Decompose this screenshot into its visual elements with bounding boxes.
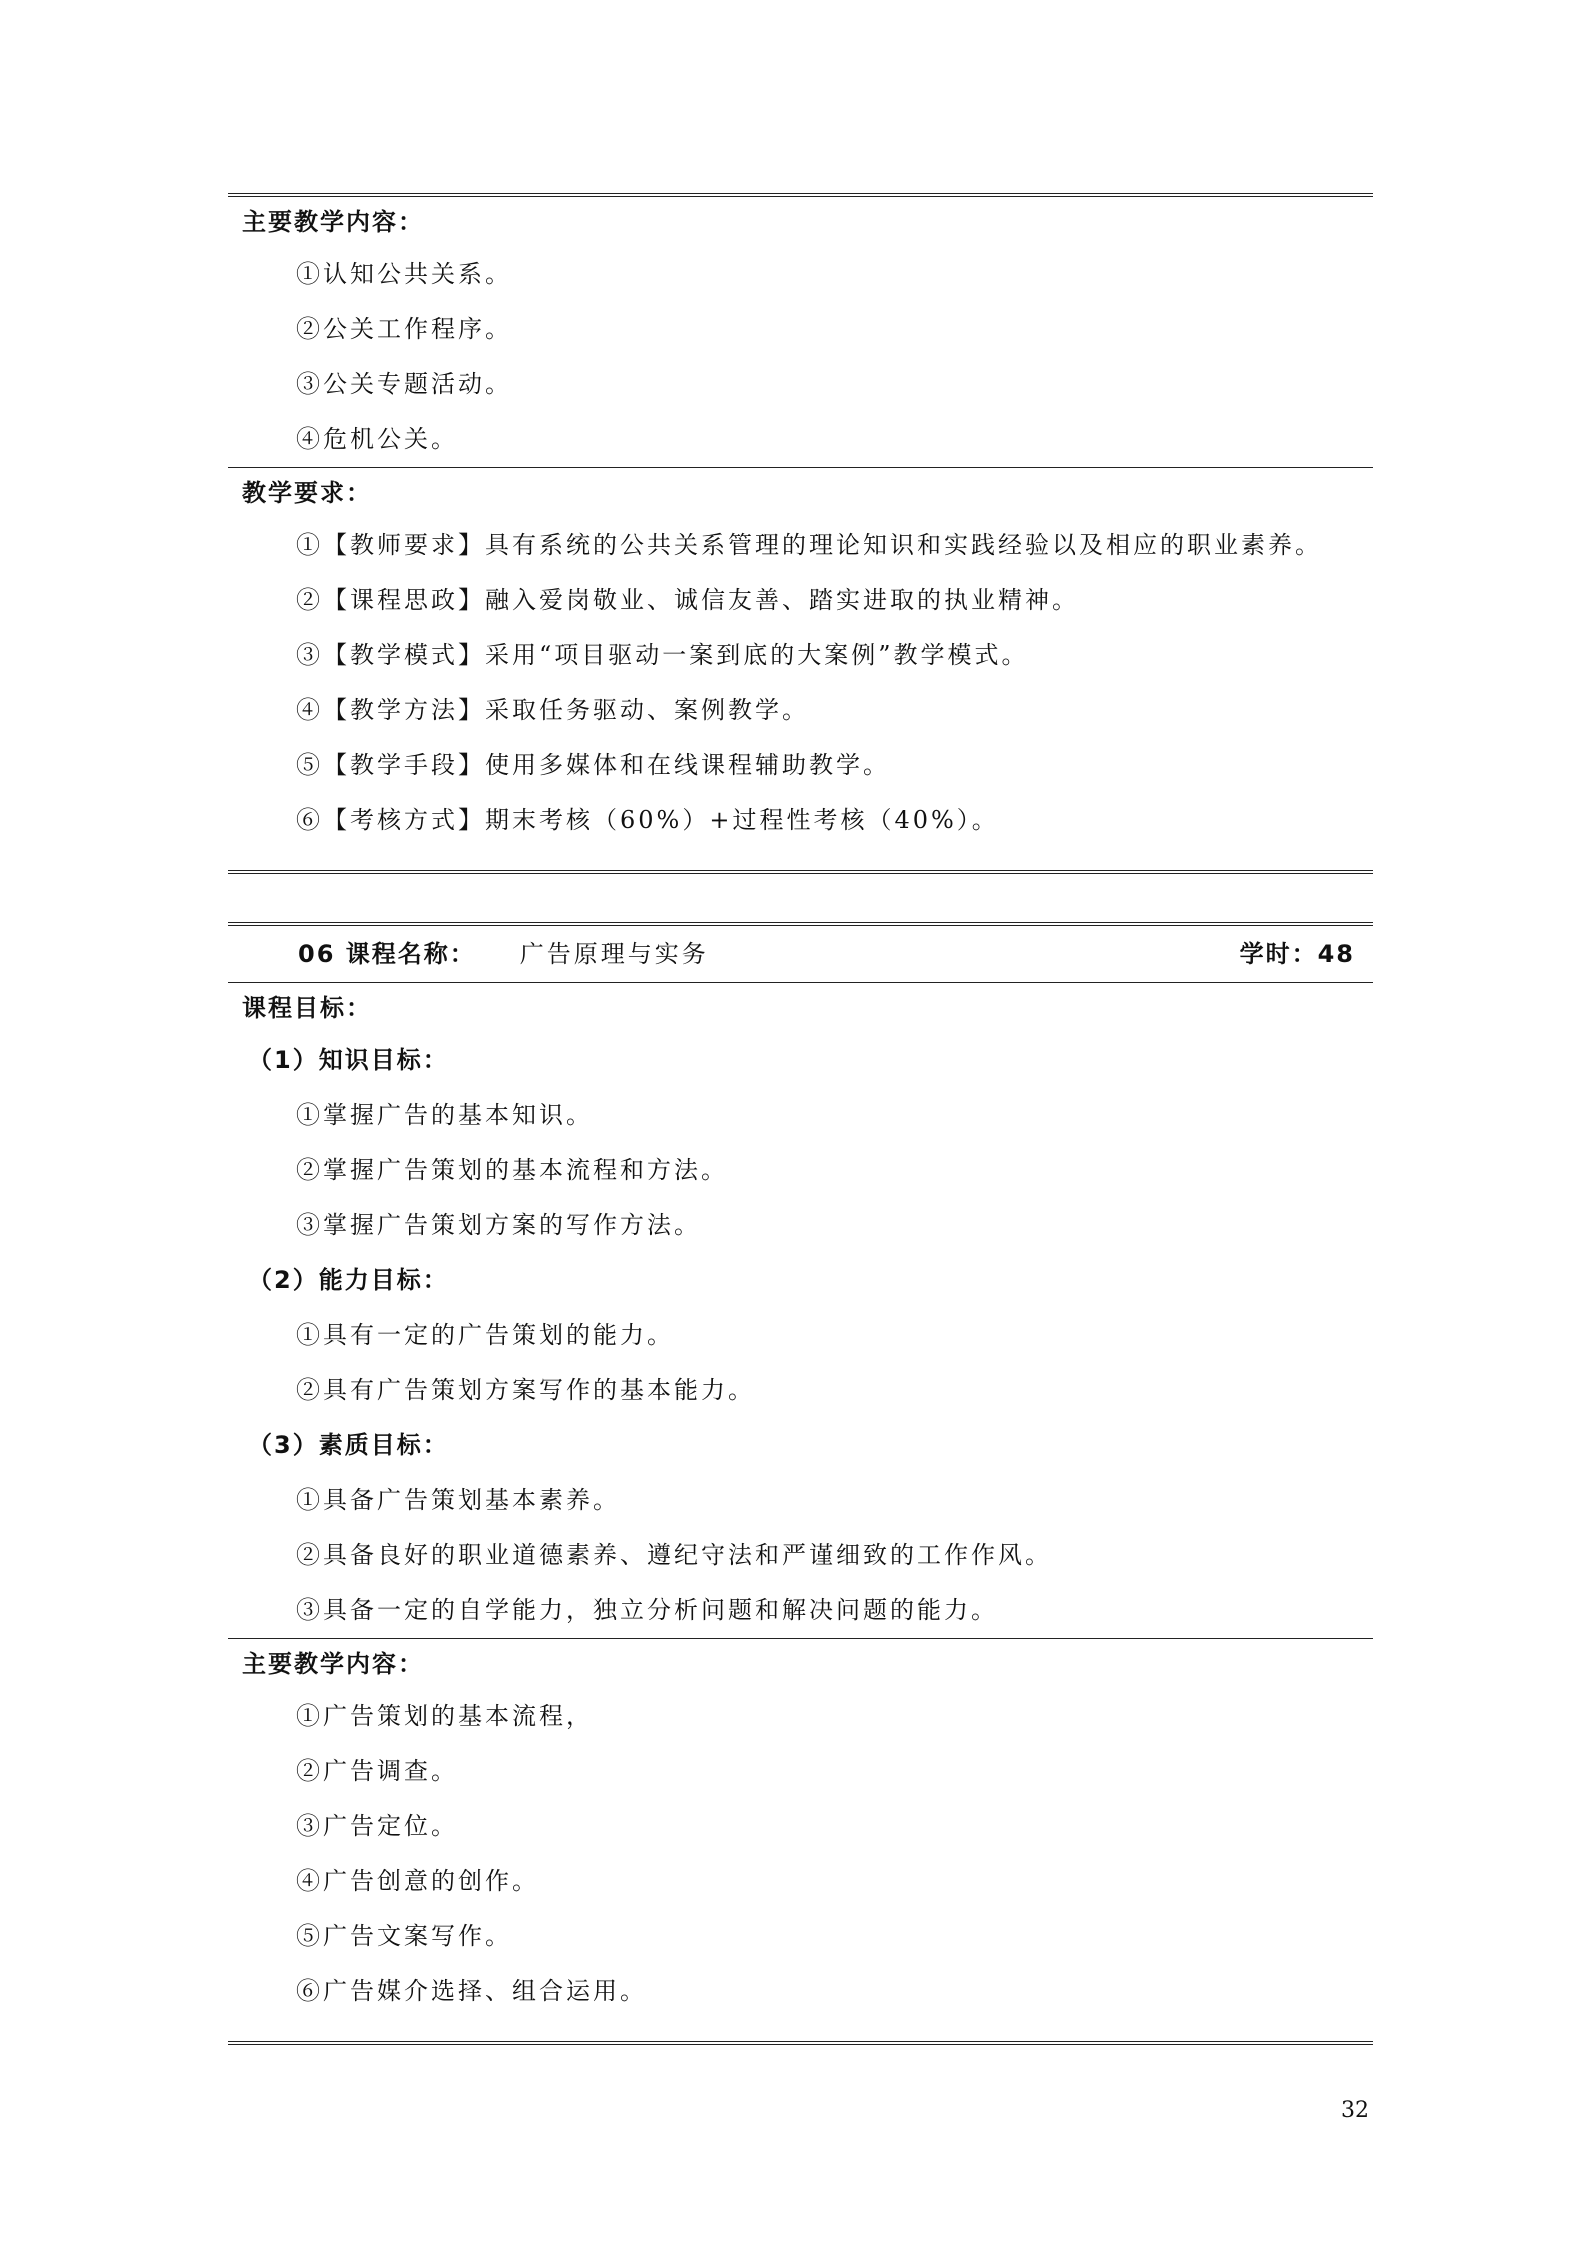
requirement-item: ⑤【教学手段】使用多媒体和在线课程辅助教学。 [296,751,890,779]
requirements-heading: 教学要求： [242,479,372,507]
content-item: ①认知公共关系。 [296,260,512,288]
content-item: ①广告策划的基本流程， [296,1702,593,1730]
requirement-item: ④【教学方法】采取任务驱动、案例教学。 [296,696,809,724]
course-name-label: 06 课程名称： [298,940,476,968]
content-heading: 主要教学内容： [242,208,424,236]
quality-item: ③具备一定的自学能力，独立分析问题和解决问题的能力。 [296,1596,998,1624]
course-hours: 学时：48 [1239,940,1355,968]
requirement-item: ②【课程思政】融入爱岗敬业、诚信友善、踏实进取的执业精神。 [296,586,1079,614]
ability-item: ②具有广告策划方案写作的基本能力。 [296,1376,755,1404]
content-item: ⑤广告文案写作。 [296,1922,512,1950]
ability-heading: （2）能力目标： [248,1266,449,1294]
requirement-item: ①【教师要求】具有系统的公共关系管理的理论知识和实践经验以及相应的职业素养。 [296,531,1322,559]
content-item: ④广告创意的创作。 [296,1867,539,1895]
content-item: ④危机公关。 [296,425,458,453]
requirement-item: ③【教学模式】采用“项目驱动一案到底的大案例”教学模式。 [296,641,1029,669]
content-item: ③公关专题活动。 [296,370,512,398]
content-heading: 主要教学内容： [242,1650,424,1678]
content-item: ③广告定位。 [296,1812,458,1840]
knowledge-item: ①掌握广告的基本知识。 [296,1101,593,1129]
ability-item: ①具有一定的广告策划的能力。 [296,1321,674,1349]
knowledge-item: ②掌握广告策划的基本流程和方法。 [296,1156,728,1184]
course-section-prev [228,193,1373,874]
quality-item: ②具备良好的职业道德素养、遵纪守法和严谨细致的工作作风。 [296,1541,1052,1569]
quality-item: ①具备广告策划基本素养。 [296,1486,620,1514]
content-item: ②广告调查。 [296,1757,458,1785]
course-section-06 [228,922,1373,2045]
knowledge-heading: （1）知识目标： [248,1046,449,1074]
content-item: ⑥广告媒介选择、组合运用。 [296,1977,647,2005]
course-title-row [228,926,1373,983]
knowledge-item: ③掌握广告策划方案的写作方法。 [296,1211,701,1239]
quality-heading: （3）素质目标： [248,1431,449,1459]
requirement-item: ⑥【考核方式】期末考核（60%）+过程性考核（40%）。 [296,806,999,834]
page-number: 32 [1341,2098,1369,2123]
content-item: ②公关工作程序。 [296,315,512,343]
goals-heading: 课程目标： [242,994,372,1022]
course-name: 广告原理与实务 [519,940,709,968]
